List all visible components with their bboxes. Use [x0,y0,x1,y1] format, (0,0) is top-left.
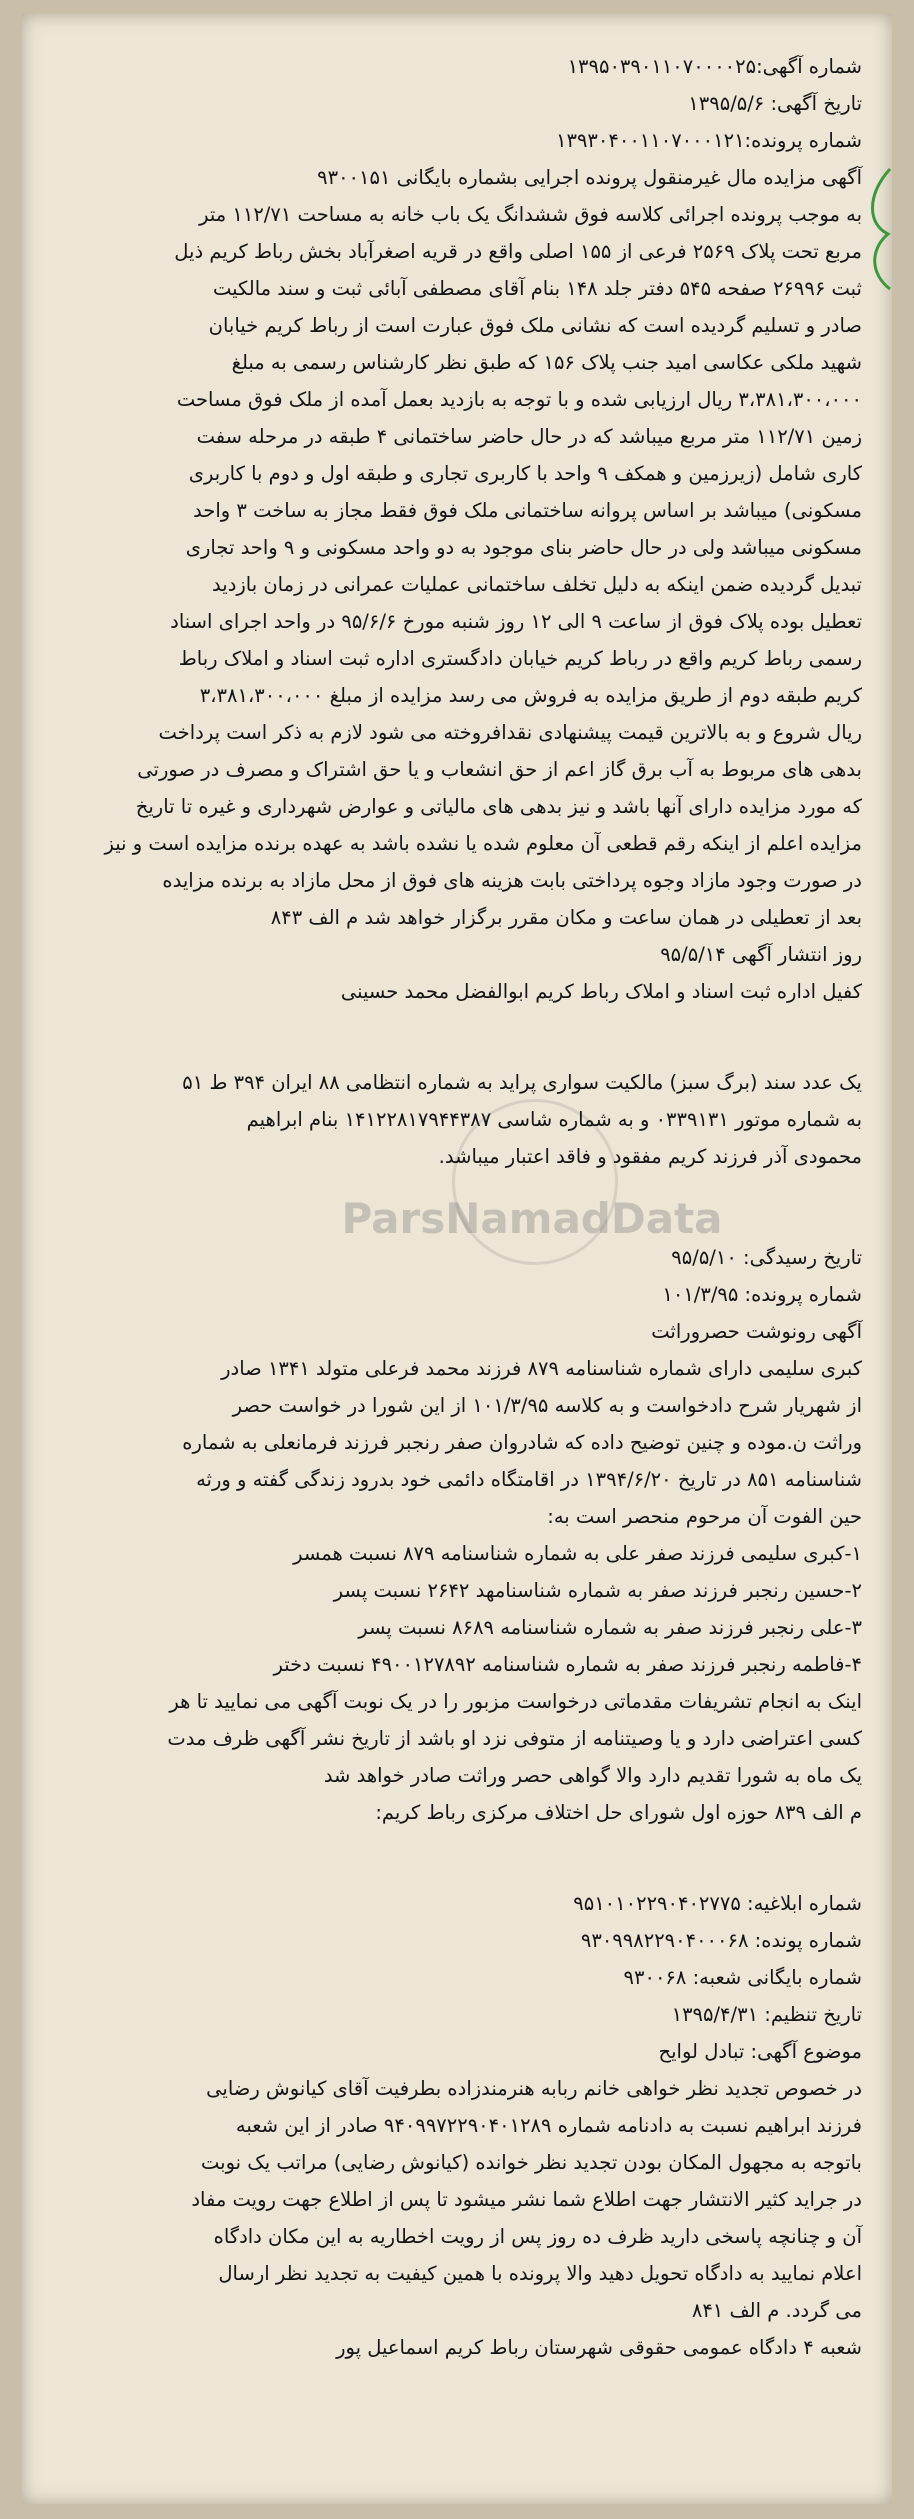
notice-line: که مورد مزایده دارای آنها باشد و نیز بدهی های مالیاتی و عوارض شهرداری و غیره تا تاریخ [135,795,862,818]
notice-line: به موجب پرونده اجرائی کلاسه فوق ششدانگ یک باب خانه به مساحت ۱۱۲/۷۱ متر [199,203,862,226]
notice-line: شهید ملکی عکاسی امید جنب پلاک ۱۵۶ که طبق نظر کارشناس رسمی به مبلغ [231,351,862,374]
notice-line: مزایده اعلم از اینکه رقم قطعی آن معلوم شده یا نشده باشد به عهده برنده مزایده است و نیز [104,832,862,855]
notice-line: تعطیل بوده پلاک فوق از ساعت ۹ الی ۱۲ روز شنبه مورخ ۹۵/۶/۶ در واحد اجرای اسناد [170,610,862,633]
notice-line: روز انتشار آگهی ۹۵/۵/۱۴ [660,943,862,966]
notice-line: م الف ۸۳۹ حوزه اول شورای حل اختلاف مرکزی رباط کریم: [375,1801,862,1824]
notice-line: شناسنامه ۸۵۱ در تاریخ ۱۳۹۴/۶/۲۰ در اقامتگاه دائمی خود بدرود زندگی گفته و ورثه [196,1468,862,1491]
notice-line: فرزند ابراهیم نسبت به دادنامه شماره ۹۴۰۹۹۷۲۲۹۰۴۰۱۲۸۹ صادر از این شعبه [235,2114,862,2137]
notice-line: بعد از تعطیلی در همان ساعت و مکان مقرر برگزار خواهد شد م الف ۸۴۳ [270,906,862,929]
notice-line: ۳،۳۸۱،۳۰۰،۰۰۰ ریال ارزیابی شده و با توجه به بازدید بعمل آمده از ملک فوق مساحت [176,388,862,411]
notice-line: شماره آگهی:۱۳۹۵۰۳۹۰۱۱۰۷۰۰۰۰۲۵ [567,55,862,78]
notice-line: ریال شروع و به بالاترین قیمت پیشنهادی نقدافروخته می شود لازم به ذکر است پرداخت [158,721,862,744]
notice-line: محمودی آذر فرزند کریم مفقود و فاقد اعتبار میباشد. [438,1145,862,1168]
notice-line: باتوجه به مجهول المکان بودن تجدید نظر خوانده (کیانوش رضایی) مراتب یک نوبت [201,2151,862,2174]
notice-line: در صورت وجود مازاد وجوه پرداختی بابت هزینه های فوق از محل مازاد به برنده مزایده [162,869,862,892]
lost-document-notice [62,1064,862,1175]
notice-line: به شماره موتور ۰۳۳۹۱۳۱ و به شماره شاسی ۱۴۱۲۲۸۱۷۹۴۴۳۸۷ بنام ابراهیم [246,1108,862,1131]
notice-line: از شهریار شرح دادخواست و به کلاسه ۱۰۱/۳/۹۵ از این شورا در خواست حصر [232,1394,862,1417]
auction-notice [62,48,862,1010]
notice-line: مسکونی میباشد ولی در حال حاضر بنای موجود به دو واحد مسکونی و ۹ واحد تجاری [185,536,862,559]
notice-line: آن و چنانچه پاسخی دارید ظرف ده روز پس از رویت اخطاریه به این مکان دادگاه [213,2225,862,2248]
notice-line: شماره پرونده: ۱۰۱/۳/۹۵ [662,1283,862,1306]
notice-line: یک عدد سند (برگ سبز) مالکیت سواری پراید به شماره انتظامی ۸۸ ایران ۳۹۴ ط ۵۱ [182,1071,862,1094]
notice-line: مربع تحت پلاک ۲۵۶۹ فرعی از ۱۵۵ اصلی واقع در قریه اصغرآباد بخش رباط کریم ذیل [174,240,862,263]
notice-line: اینک به انجام تشریفات مقدماتی درخواست مزبور را در یک نوبت آگهی می نمایید تا هر [169,1690,862,1713]
ads-column [62,48,862,2366]
notice-line: رسمی رباط کریم واقع در رباط کریم خیابان دادگستری اداره ثبت اسناد و املاک رباط [178,647,862,670]
notice-line: ثبت ۲۶۹۹۶ صفحه ۵۴۵ دفتر جلد ۱۴۸ بنام آقای مصطفی آبائی ثبت و سند مالکیت [212,277,862,300]
notice-line: ۴-فاطمه رنجبر فرزند صفر به شماره شناسنامه ۴۹۰۰۱۲۷۸۹۲ نسبت دختر [273,1653,862,1676]
notice-line: اعلام نمایید به دادگاه تحویل دهید والا پرونده با همین کیفیت به تجدید نظر ارسال [218,2262,862,2285]
notice-line: ۳-علی رنجبر فرزند صفر به شماره شناسنامه ۸۶۸۹ نسبت پسر [358,1616,862,1639]
notice-line: تبدیل گردیده ضمن اینکه به دلیل تخلف ساختمانی عملیات عمرانی در زمان بازدید [212,573,862,596]
notice-line: ۲-حسین رنجبر فرزند صفر به شماره شناسنامهد ۲۶۴۲ نسبت پسر [333,1579,862,1602]
inheritance-notice [62,1239,862,1831]
notice-line: کاری شامل (زیرزمین و همکف ۹ واحد با کاربری تجاری و طبقه اول و دوم با کاربری [188,462,862,485]
notice-line: مسکونی) میباشد بر اساس پروانه ساختمانی ملک فوق فقط مجاز به ساخت ۳ واحد [193,499,862,522]
notice-line: یک ماه به شورا تقدیم دارد والا گواهی حصر وراثت صادر خواهد شد [323,1764,862,1787]
notice-line: شماره ابلاغیه: ۹۵۱۰۱۰۲۲۹۰۴۰۲۷۷۵ [573,1892,862,1915]
notice-line: ۱-کبری سلیمی فرزند صفر علی به شماره شناسنامه ۸۷۹ نسبت همسر [293,1542,862,1565]
notice-line: زمین ۱۱۲/۷۱ متر مربع میباشد که در حال حاضر ساختمانی ۴ طبقه در مرحله سفت [196,425,862,448]
notice-line: در خصوص تجدید نظر خواهی خانم ربابه هنرمندزاده بطرفیت آقای کیانوش رضایی [206,2077,862,2100]
newspaper-clipping [22,14,892,2504]
notice-line: شماره پرونده:۱۳۹۳۰۴۰۰۱۱۰۷۰۰۰۱۲۱ [556,129,862,152]
notice-line: کریم طبقه دوم از طریق مزایده به فروش می رسد مزایده از مبلغ ۳،۳۸۱،۳۰۰،۰۰۰ [199,684,862,707]
notice-line: تاریخ آگهی: ۱۳۹۵/۵/۶ [688,92,862,115]
pen-mark-icon [862,164,892,294]
notice-line: می گردد. م الف ۸۴۱ [691,2299,862,2322]
notice-line: بدهی های مربوط به آب برق گاز اعم از حق انشعاب و یا حق اشتراک و مصرف در صورتی [137,758,862,781]
notice-line: کفیل اداره ثبت اسناد و املاک رباط کریم ابوالفضل محمد حسینی [340,980,862,1003]
notice-line: شعبه ۴ دادگاه عمومی حقوقی شهرستان رباط کریم اسماعیل پور [336,2336,862,2359]
notice-line: حین الفوت آن مرحوم منحصر است به: [547,1505,862,1528]
notice-line: وراثت ن.موده و چنین توضیح داده که شادروان صفر رنجبر فرزند فرمانعلی به شماره [182,1431,862,1454]
notice-line: تاریخ تنظیم: ۱۳۹۵/۴/۳۱ [671,2003,862,2026]
court-notice [62,1885,862,2366]
notice-line: شماره پونده: ۹۳۰۹۹۸۲۲۹۰۴۰۰۰۶۸ [580,1929,862,1952]
notice-line: کسی اعتراضی دارد و یا وصیتنامه از متوفی نزد او باشد از تاریخ نشر آگهی ظرف مدت [167,1727,862,1750]
notice-line: صادر و تسلیم گردیده است که نشانی ملک فوق عبارت است از رباط کریم خیابان [208,314,862,337]
notice-line: تاریخ رسیدگی: ۹۵/۵/۱۰ [671,1246,862,1269]
watermark-text: ParsNamadData [341,1194,723,1243]
notice-line: در جراید کثیر الانتشار جهت اطلاع شما نشر میشود تا پس از اطلاع جهت رویت مفاد [191,2188,862,2211]
notice-line: آگهی رونوشت حصروراثت [651,1320,862,1343]
notice-line: کبری سلیمی دارای شماره شناسنامه ۸۷۹ فرزند محمد فرعلی متولد ۱۳۴۱ صادر [221,1357,862,1380]
notice-line: شماره بایگانی شعبه: ۹۳۰۰۶۸ [623,1966,862,1989]
notice-line: آگهی مزایده مال غیرمنقول پرونده اجرایی بشماره بایگانی ۹۳۰۰۱۵۱ [317,166,862,189]
notice-line: موضوع آگهی: تبادل لوایح [658,2040,862,2063]
